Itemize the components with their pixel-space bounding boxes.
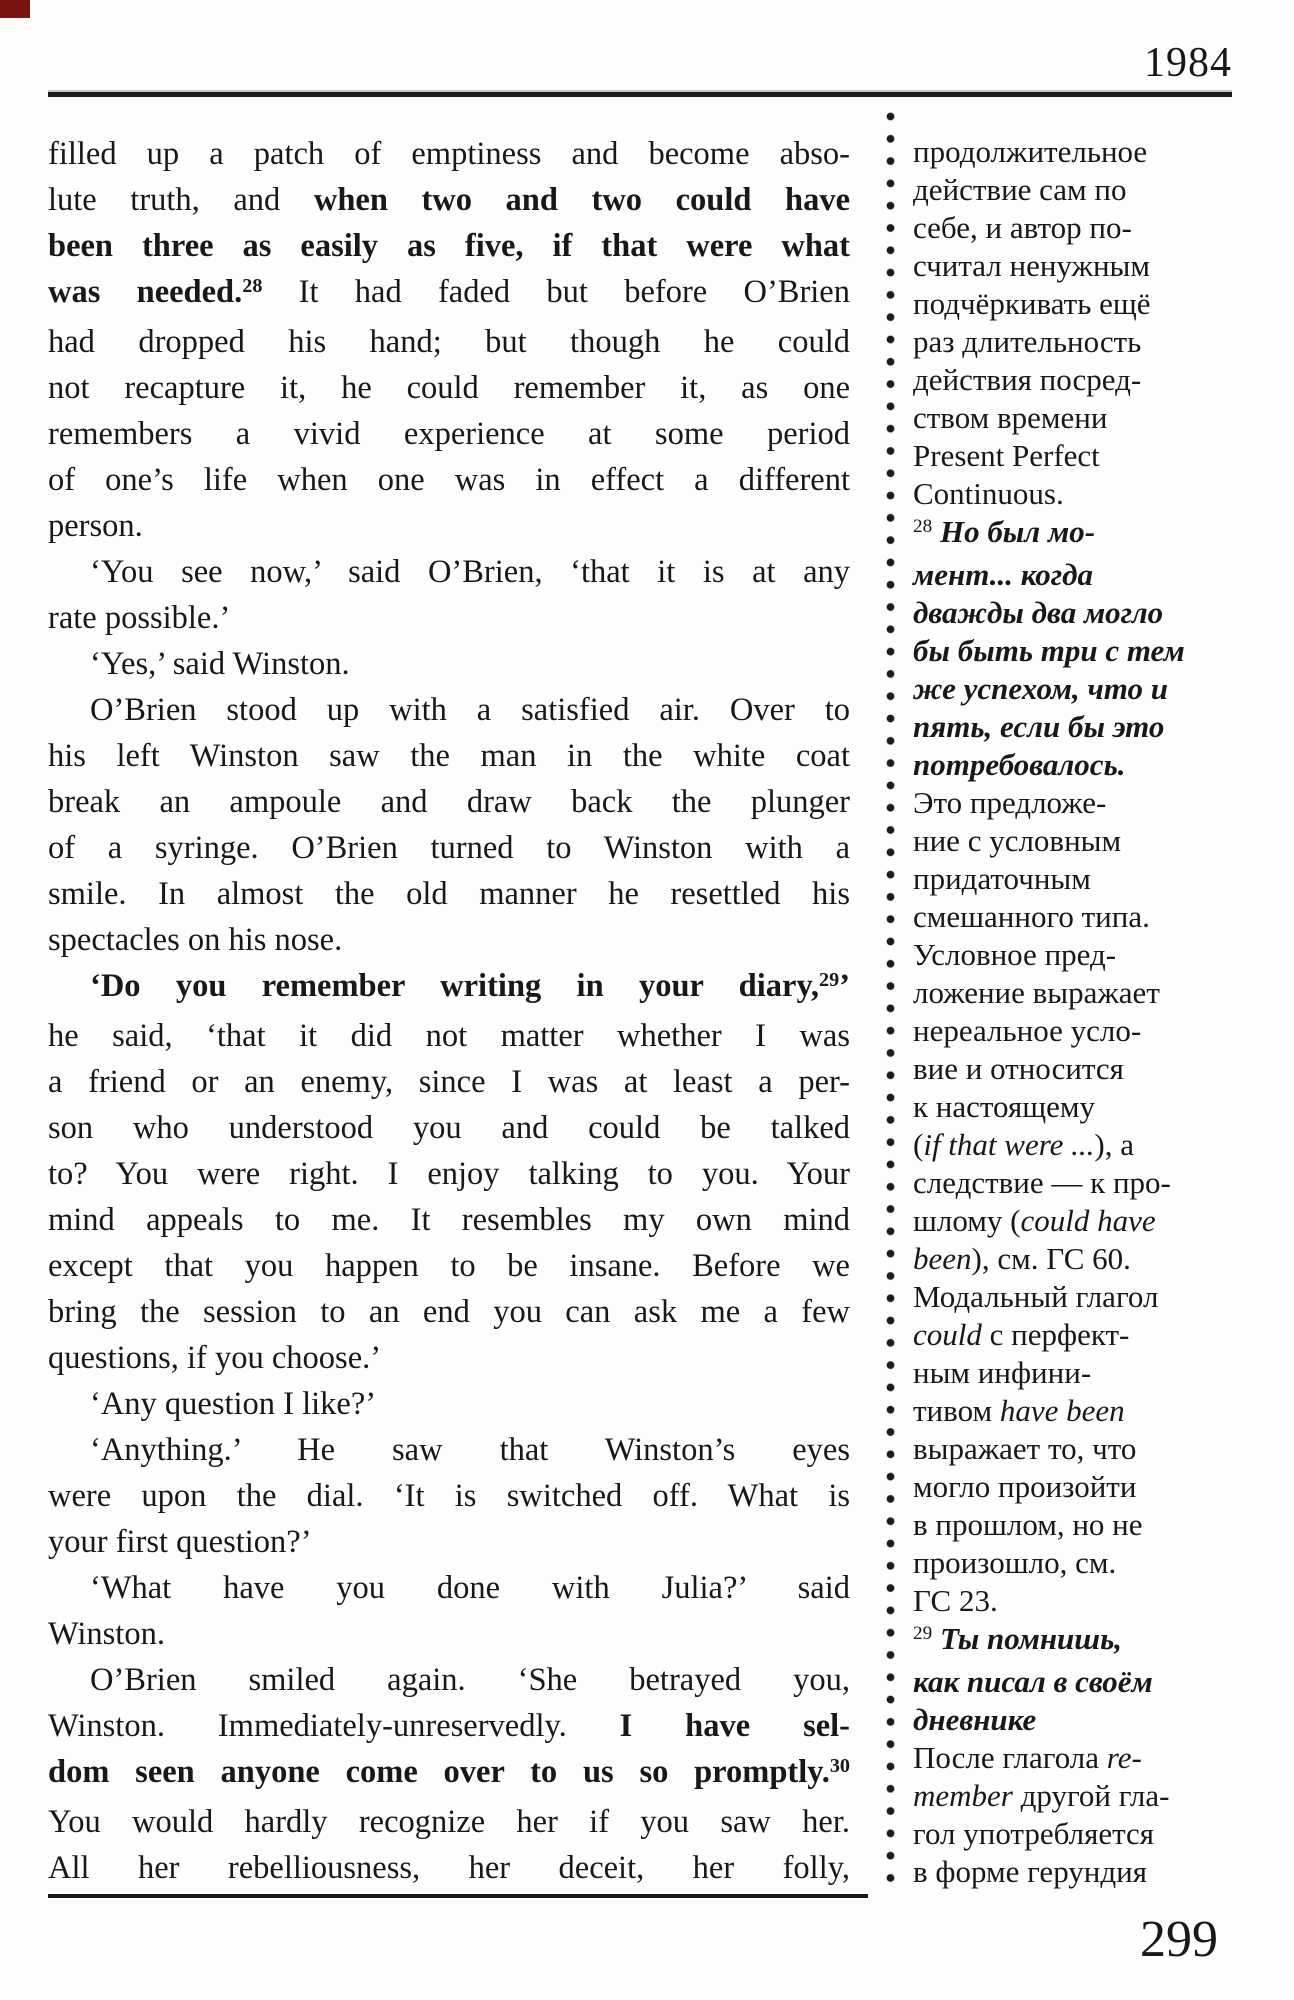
column-dotted-separator — [886, 112, 895, 1892]
text-line — [48, 641, 850, 687]
text-line — [913, 1392, 1238, 1430]
text-line — [913, 898, 1238, 936]
text-run: произошло, см. — [913, 1545, 1117, 1580]
text-run: в форме герундия — [913, 1854, 1147, 1889]
page-number: 299 — [1140, 1911, 1218, 1968]
text-run: Это предложе- — [913, 785, 1107, 820]
text-run: was needed. — [48, 274, 243, 310]
text-line — [48, 779, 850, 825]
text-run: You would hardly recognize her if you saw her. — [48, 1804, 850, 1840]
text-run: O’Brien stood up with a satisfied air. Over to — [90, 692, 850, 728]
text-line — [913, 1853, 1238, 1891]
text-line — [48, 223, 850, 269]
text-run: следствие — к про- — [913, 1165, 1171, 1200]
text-line — [48, 1335, 850, 1381]
text-line — [913, 133, 1238, 171]
text-run: your first question?’ — [48, 1524, 312, 1560]
text-run: же успехом, что и — [913, 671, 1168, 706]
text-run: spectacles on his nose. — [48, 922, 343, 958]
text-run: Условное пред- — [913, 937, 1117, 972]
text-run: were upon the dial. ‘It is switched off. What is — [48, 1478, 850, 1514]
text-line — [913, 1739, 1238, 1777]
text-line — [913, 1354, 1238, 1392]
text-run: к настоящему — [913, 1089, 1095, 1124]
text-run: мент... когда — [913, 557, 1094, 592]
text-run: dom seen anyone come over to us so promptly. — [48, 1754, 830, 1790]
text-line — [913, 1050, 1238, 1088]
text-run: раз длительность — [913, 324, 1142, 359]
english-text-column — [48, 131, 850, 1891]
text-line — [48, 733, 850, 779]
text-line — [48, 269, 850, 319]
text-run: продолжительное — [913, 134, 1148, 169]
text-line — [48, 1427, 850, 1473]
text-run: have been — [999, 1393, 1125, 1428]
text-line — [48, 1381, 850, 1427]
text-run: bring the session to an end you can ask me a few — [48, 1294, 850, 1330]
text-run: в прошлом, но не — [913, 1507, 1143, 1542]
text-run: a friend or an enemy, since I was at least a per- — [48, 1064, 850, 1100]
text-line — [48, 177, 850, 223]
text-line — [48, 917, 850, 963]
text-run: ние с условным — [913, 823, 1122, 858]
text-run: тивом — [913, 1393, 1000, 1428]
text-line — [913, 632, 1238, 670]
text-line — [913, 1663, 1238, 1701]
text-run: могло произойти — [913, 1469, 1137, 1504]
text-run: mind appeals to me. It resembles my own mind — [48, 1202, 850, 1238]
text-line — [913, 594, 1238, 632]
text-run: could have — [1020, 1203, 1156, 1238]
text-run: ным инфини- — [913, 1355, 1092, 1390]
text-line — [48, 549, 850, 595]
running-header-title: 1984 — [1144, 40, 1232, 86]
text-run: re- — [1106, 1740, 1142, 1775]
text-run: с перфект- — [981, 1317, 1130, 1352]
text-run: smile. In almost the old manner he resettled his — [48, 876, 850, 912]
text-run: ’ — [839, 968, 850, 1004]
text-run: filled up a patch of emptiness and become abso- — [48, 136, 850, 172]
text-run: ‘Any question I like?’ — [90, 1386, 377, 1422]
text-line — [913, 323, 1238, 361]
text-run: считал ненужным — [913, 248, 1150, 283]
text-line — [913, 285, 1238, 323]
text-run: break an ampoule and draw back the plunger — [48, 784, 850, 820]
text-run: It had faded but before O’Brien — [262, 274, 850, 310]
text-run: ложение выражает — [913, 975, 1160, 1010]
text-run: выражает то, что — [913, 1431, 1137, 1466]
text-line — [913, 1701, 1238, 1739]
text-line — [48, 319, 850, 365]
text-run: гол употребляется — [913, 1816, 1155, 1851]
text-run: questions, if you choose.’ — [48, 1340, 382, 1376]
text-run: had dropped his hand; but though he could — [48, 324, 850, 360]
text-line — [913, 556, 1238, 594]
text-line — [48, 1611, 850, 1657]
text-run: вие и относится — [913, 1051, 1124, 1086]
text-line — [913, 1316, 1238, 1354]
text-line — [48, 1059, 850, 1105]
text-run: son who understood you and could be talked — [48, 1110, 850, 1146]
text-line — [913, 247, 1238, 285]
text-line — [913, 860, 1238, 898]
text-line — [48, 871, 850, 917]
text-run: смешанного типа. — [913, 899, 1150, 934]
text-line — [48, 1473, 850, 1519]
russian-commentary-column — [913, 133, 1238, 1891]
text-line — [48, 1105, 850, 1151]
text-run: действие сам по — [913, 172, 1127, 207]
text-line — [913, 475, 1238, 513]
text-run: could — [913, 1317, 982, 1352]
text-run: ‘What have you done with Julia?’ said — [90, 1570, 850, 1606]
text-line — [913, 1430, 1238, 1468]
text-run: нереальное усло- — [913, 1013, 1142, 1048]
text-line — [913, 1202, 1238, 1240]
text-run: После глагола — [913, 1740, 1107, 1775]
text-run: пять, если бы это — [913, 709, 1165, 744]
text-run: дважды два могло — [913, 595, 1164, 630]
text-line — [48, 963, 850, 1013]
footer-rule — [48, 1894, 868, 1898]
text-line — [913, 936, 1238, 974]
text-run: Winston. — [48, 1616, 165, 1652]
text-line — [48, 365, 850, 411]
text-run: if that were ... — [923, 1127, 1095, 1162]
text-line — [913, 1468, 1238, 1506]
text-line — [913, 171, 1238, 209]
text-run: when two and two could have — [313, 182, 851, 218]
text-run: ‘Anything.’ He saw that Winston’s eyes — [90, 1432, 850, 1468]
text-line — [913, 1777, 1238, 1815]
text-line — [48, 1197, 850, 1243]
text-line — [913, 1012, 1238, 1050]
footnote-marker: 30 — [829, 1754, 850, 1777]
text-line — [913, 784, 1238, 822]
text-run: шлому ( — [913, 1203, 1021, 1238]
text-line — [913, 399, 1238, 437]
text-line — [48, 457, 850, 503]
text-run: дневнике — [913, 1702, 1037, 1737]
text-line — [913, 1582, 1238, 1620]
text-line — [913, 1544, 1238, 1582]
text-run: ‘Do you remember writing in your diary, — [90, 968, 820, 1004]
text-line — [913, 437, 1238, 475]
text-run: себе, и автор по- — [913, 210, 1132, 245]
text-run: ГС 23. — [913, 1583, 998, 1618]
text-line — [913, 513, 1238, 556]
text-run: not recapture it, he could remember it, as one — [48, 370, 850, 406]
text-line — [913, 1164, 1238, 1202]
text-line — [48, 687, 850, 733]
text-line — [913, 746, 1238, 784]
text-run: подчёркивать ещё — [913, 286, 1151, 321]
text-run: member — [913, 1778, 1013, 1813]
text-line — [913, 670, 1238, 708]
text-run: действия посред- — [913, 362, 1142, 397]
text-line — [913, 1278, 1238, 1316]
text-run: другой гла- — [1012, 1778, 1170, 1813]
text-run: of one’s life when one was in effect a different — [48, 462, 850, 498]
footnote-marker: 29 — [819, 968, 840, 991]
text-line — [48, 1799, 850, 1845]
text-line — [48, 1289, 850, 1335]
text-run: been — [913, 1241, 972, 1276]
header-rule — [48, 92, 1232, 97]
text-line — [913, 1088, 1238, 1126]
text-run: ), а — [1094, 1127, 1134, 1162]
text-line — [48, 1151, 850, 1197]
text-run: to? You were right. I enjoy talking to you. Your — [48, 1156, 850, 1192]
text-run — [932, 514, 940, 549]
text-run: Continuous. — [913, 476, 1064, 511]
text-line — [48, 1749, 850, 1799]
text-line — [913, 361, 1238, 399]
text-line — [913, 822, 1238, 860]
text-line — [913, 1620, 1238, 1663]
text-line — [913, 1240, 1238, 1278]
scan-artifact — [0, 0, 30, 18]
text-run: except that you happen to be insane. Before we — [48, 1248, 850, 1284]
text-run: lute truth, and — [48, 182, 314, 218]
text-run: he said, ‘that it did not matter whether I was — [48, 1018, 850, 1054]
text-run: ‘Yes,’ said Winston. — [90, 646, 350, 682]
text-line — [48, 1243, 850, 1289]
text-run: Ты помнишь, — [939, 1621, 1123, 1656]
text-line — [48, 1519, 850, 1565]
text-run: person. — [48, 508, 143, 544]
footnote-marker: 28 — [242, 274, 263, 297]
text-run: his left Winston saw the man in the white coat — [48, 738, 850, 774]
text-run: Но был мо- — [939, 514, 1096, 549]
text-run: придаточным — [913, 861, 1091, 896]
text-line — [48, 503, 850, 549]
text-run: been three as easily as five, if that were what — [48, 228, 850, 264]
text-line — [913, 1815, 1238, 1853]
text-line — [48, 1013, 850, 1059]
text-line — [48, 1845, 850, 1891]
text-line — [48, 1565, 850, 1611]
text-run: of a syringe. O’Brien turned to Winston with a — [48, 830, 850, 866]
text-line — [913, 1126, 1238, 1164]
text-run: Winston. Immediately-unreservedly. — [48, 1708, 620, 1744]
text-run: O’Brien smiled again. ‘She betrayed you, — [90, 1662, 850, 1698]
text-run: All her rebelliousness, her deceit, her folly, — [48, 1850, 850, 1886]
text-run: потребовалось. — [913, 747, 1126, 782]
text-line — [48, 411, 850, 457]
text-line — [48, 595, 850, 641]
text-run: ‘You see now,’ said O’Brien, ‘that it is at any — [90, 554, 850, 590]
text-line — [48, 1657, 850, 1703]
text-run: ( — [913, 1127, 924, 1162]
text-run: rate possible.’ — [48, 600, 231, 636]
footnote-marker: 28 — [913, 516, 933, 538]
text-line — [48, 825, 850, 871]
text-run: Модальный глагол — [913, 1279, 1159, 1314]
text-line — [48, 131, 850, 177]
footnote-marker: 29 — [913, 1623, 933, 1645]
text-run: ством времени — [913, 400, 1108, 435]
text-line — [48, 1703, 850, 1749]
text-line — [913, 708, 1238, 746]
text-run: как писал в своём — [913, 1664, 1153, 1699]
text-run: I have sel- — [619, 1708, 850, 1744]
text-run — [932, 1621, 940, 1656]
text-run: remembers a vivid experience at some period — [48, 416, 850, 452]
text-run: ), см. ГС 60. — [971, 1241, 1131, 1276]
text-run: бы быть три с тем — [913, 633, 1185, 668]
text-run: Present Perfect — [913, 438, 1100, 473]
text-line — [913, 1506, 1238, 1544]
text-line — [913, 974, 1238, 1012]
text-line — [913, 209, 1238, 247]
